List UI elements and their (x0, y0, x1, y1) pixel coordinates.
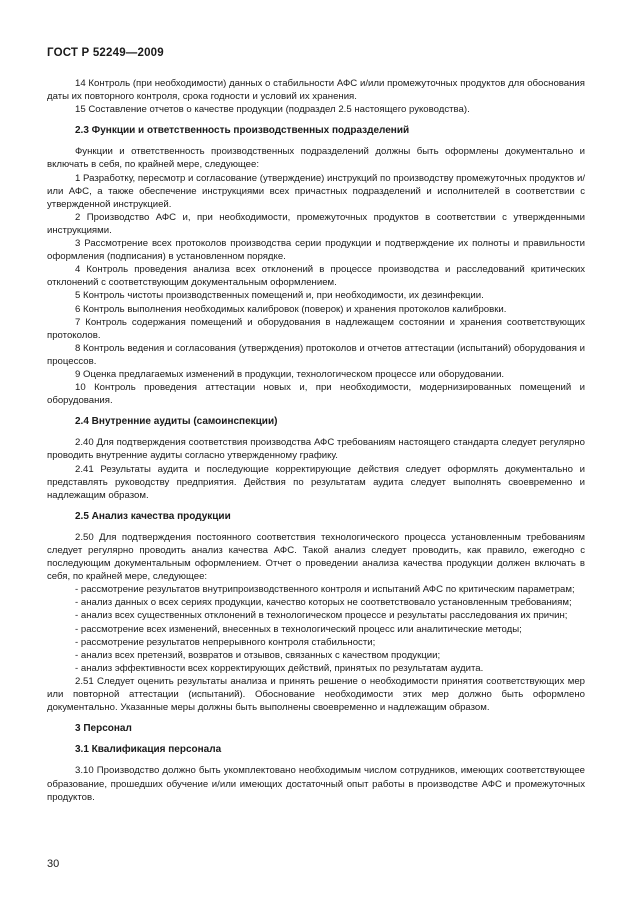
section-heading: 2.4 Внутренние аудиты (самоинспекции) (75, 416, 278, 428)
paragraph: - анализ данных о всех сериях продукции, качество которых не соответствовало установленным требованиям; (75, 597, 572, 609)
paragraph: 2.51 Следует оценить результаты анализа и принять решение о необходимости принятия соответствующих мер или повторной аттестации (испытаний). Обоснование необходимости этих мер должно быть оформлено документально. Указанные меры должны быть выполнены своевременно и надлежащим образом. (47, 675, 585, 714)
paragraph: - рассмотрение результатов внутрипроизводственного контроля и испытаний АФС по критическим параметрам; (75, 584, 575, 596)
paragraph: 2.40 Для подтверждения соответствия производства АФС требованиям настоящего стандарта следует регулярно проводить внутренние аудиты согласно утвержденному графику. (47, 437, 585, 462)
paragraph: 3.10 Производство должно быть укомплектовано необходимым числом сотрудников, имеющих соответствующее образование, прошедших обучение и/или имеющих достаточный опыт работы в производстве АФС и промежуточных продуктов. (47, 765, 585, 803)
paragraph: - рассмотрение всех изменений, внесенных в технологический процесс или аналитические методы; (75, 623, 522, 635)
paragraph: 1 Разработку, пересмотр и согласование (утверждение) инструкций по производству промежуточных продуктов и/или АФС, а также обеспечение инструкциями всех причастных подразделений и исполнителей в соответствии с утвержденной инструкцией. (47, 172, 585, 210)
paragraph: 3 Рассмотрение всех протоколов производства серии продукции и подтверждение их полноты и правильности оформления (подписания) в установленном порядке. (47, 238, 585, 263)
paragraph: 8 Контроль ведения и согласования (утверждения) протоколов и отчетов аттестации (испытаний) оборудования и процессов. (47, 342, 585, 367)
paragraph: - анализ всех существенных отклонений в технологическом процессе и результаты расследования их причин; (75, 610, 568, 622)
paragraph: 6 Контроль выполнения необходимых калибровок (поверок) и хранения протоколов калибровки. (75, 303, 507, 315)
paragraph: 15 Составление отчетов о качестве продукции (подраздел 2.5 настоящего руководства). (75, 104, 470, 116)
page-header-title: ГОСТ Р 52249—2009 (47, 47, 164, 59)
section-heading: 2.5 Анализ качества продукции (75, 510, 231, 522)
paragraph: - анализ эффективности всех корректирующих действий, принятых по результатам аудита. (75, 662, 484, 674)
paragraph: - анализ всех претензий, возвратов и отзывов, связанных с качеством продукции; (75, 649, 441, 661)
section-heading: 3 Персонал (75, 723, 132, 735)
paragraph: 5 Контроль чистоты производственных помещений и, при необходимости, их дезинфекции. (75, 290, 484, 302)
paragraph: 14 Контроль (при необходимости) данных о стабильности АФС и/или промежуточных продуктов для обоснования даты их повторного контроля, срока годности и условий их хранения. (47, 78, 585, 103)
paragraph: 9 Оценка предлагаемых изменений в продукции, технологическом процессе или оборудовании. (75, 368, 505, 380)
section-heading: 3.1 Квалификация персонала (75, 744, 222, 756)
document-body (47, 77, 585, 804)
section-heading: 2.3 Функции и ответственность производственных подразделений (75, 125, 410, 137)
paragraph: 7 Контроль содержания помещений и оборудования в надлежащем состоянии и хранения соответствующих протоколов. (47, 316, 585, 341)
paragraph: 4 Контроль проведения анализа всех отклонений в процессе производства и расследований критических отклонений с соответствующим документальным оформлением. (47, 264, 585, 289)
paragraph: 2.41 Результаты аудита и последующие корректирующие действия следует оформлять документально и представлять руководству предприятия. Действия по результатам аудита следует выполнять своевременно и надлежащим образом. (47, 463, 585, 501)
paragraph: - рассмотрение результатов непрерывного контроля стабильности; (75, 636, 376, 648)
paragraph: 2.50 Для подтверждения постоянного соответствия технологического процесса установленным требованиям следует регулярно проводить анализ качества АФС. Такой анализ следует проводить, как правило, ежегодно с последующим документальным оформлением. Отчет о проведении анализа качества продукции должен включать в себя, по крайней мере, следующее: (47, 531, 585, 583)
paragraph: Функции и ответственность производственных подразделений должны быть оформлены документально и включать в себя, по крайней мере, следующее: (47, 146, 585, 171)
page-number: 30 (47, 858, 60, 870)
paragraph: 2 Производство АФС и, при необходимости, промежуточных продуктов в соответствии с утвержденными инструкциями. (47, 211, 585, 236)
paragraph: 10 Контроль проведения аттестации новых и, при необходимости, модернизированных помещений и оборудования. (47, 382, 585, 407)
